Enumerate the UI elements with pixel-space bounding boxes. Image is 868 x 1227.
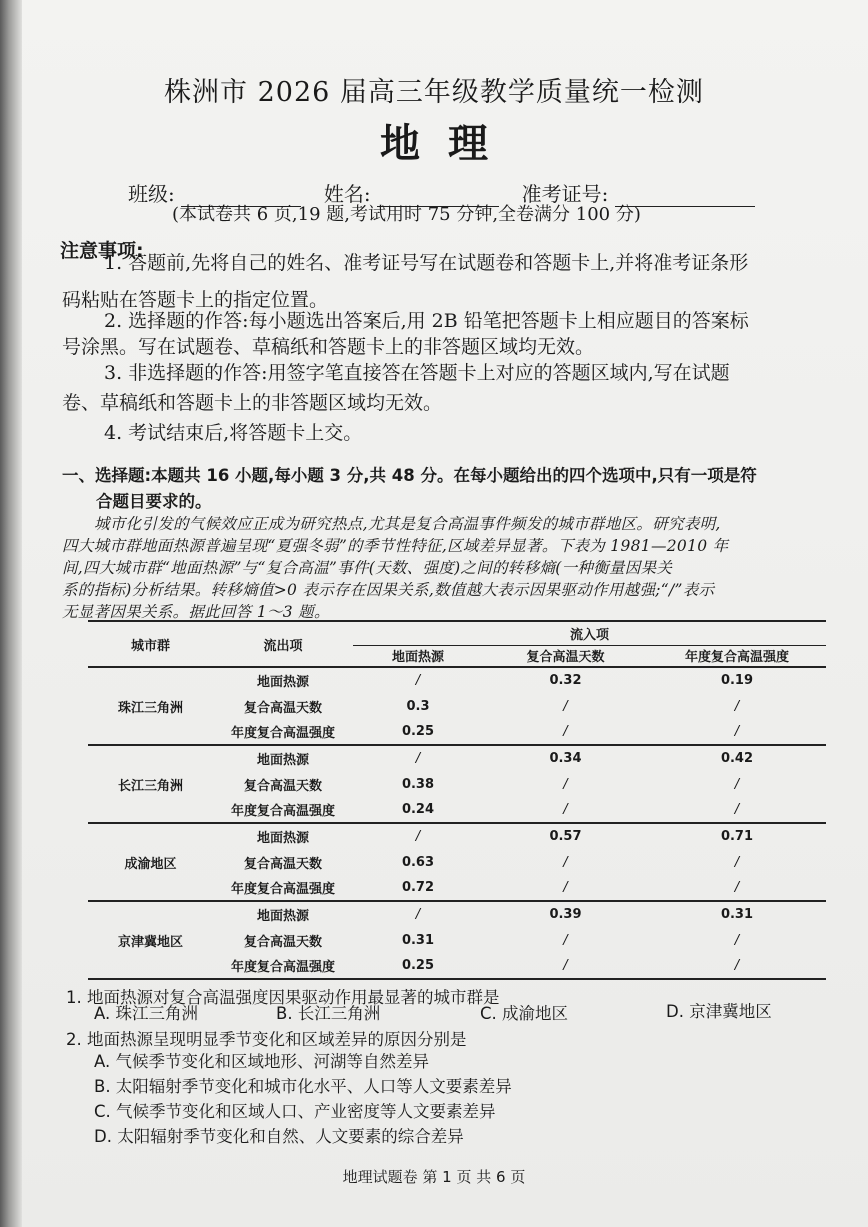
out-item: 复合高温天数 (243, 934, 322, 950)
ticket-label: 准考证号: (521, 182, 609, 206)
table-cell: 0.57 (549, 829, 582, 844)
table-cell: / (563, 802, 568, 817)
table-cell: / (563, 880, 568, 895)
out-item: 地面热源 (256, 831, 309, 846)
table-cell: / (415, 907, 421, 922)
table-cell: / (415, 673, 421, 688)
table-cell: / (734, 776, 740, 792)
question-stem: 2. 地面热源呈现明显季节变化和区域差异的原因分别是 (66, 1030, 467, 1049)
header-sub-col: 复合高温天数 (526, 650, 605, 666)
table-cell: 0.31 (720, 907, 754, 922)
table-cell: / (563, 724, 568, 739)
subject-title: 地理 (380, 120, 516, 167)
option-a[interactable]: A. 气候季节变化和区域地形、河湖等自然差异 (94, 1052, 429, 1071)
header-in: 流入项 (353, 621, 826, 645)
option-b[interactable]: B. 太阳辐射季节变化和城市化水平、人口等人文要素差异 (94, 1077, 512, 1096)
option-c[interactable]: C. 成渝地区 (480, 1004, 569, 1023)
binding-shadow (0, 0, 22, 1227)
question-stem: 1. 地面热源对复合高温强度因果驱动作用最显著的城市群是 (66, 988, 500, 1007)
table-cell: / (563, 854, 568, 870)
notice-item-cont: 卷、草稿纸和答题卡上的非答题区域均无效。 (62, 392, 443, 414)
notice-item: 4. 考试结束后,将答题卡上交。 (104, 422, 363, 444)
out-item: 年度复合高温强度 (230, 960, 335, 975)
exam-info: (本试卷共 6 页,19 题,考试用时 75 分钟,全卷满分 100 分) (172, 204, 641, 225)
table-cell: 0.42 (720, 751, 754, 766)
option-d[interactable]: D. 太阳辐射季节变化和自然、人文要素的综合差异 (94, 1127, 464, 1146)
table-cell: 0.71 (720, 829, 754, 844)
material-line: 无显著因果关系。据此回答 1～3 题。 (62, 603, 330, 621)
option-c[interactable]: C. 气候季节变化和区域人口、产业密度等人文要素差异 (94, 1102, 496, 1121)
notice-heading: 注意事项: (60, 240, 144, 262)
section-heading-cont: 合题目要求的。 (96, 492, 212, 511)
table-cell: / (415, 829, 421, 844)
table-cell: 0.24 (401, 802, 435, 817)
header-sub-col: 年度复合高温强度 (684, 650, 789, 666)
notice-item: 3. 非选择题的作答:用签字笔直接答在答题卡上对应的答题区域内,写在试题 (104, 362, 730, 384)
notice-item-cont: 码粘贴在答题卡上的指定位置。 (62, 289, 329, 311)
header-city: 城市群 (130, 638, 170, 654)
table-cell: / (734, 724, 740, 739)
out-item: 年度复合高温强度 (230, 726, 335, 741)
out-item: 复合高温天数 (243, 700, 322, 716)
option-d[interactable]: D. 京津冀地区 (666, 1002, 772, 1021)
name-label: 姓名: (323, 182, 371, 206)
table-cell: 0.3 (406, 698, 430, 714)
table-cell: 0.38 (401, 776, 435, 792)
header-sub-col: 地面热源 (391, 650, 444, 666)
city-name: 成渝地区 (124, 856, 177, 872)
material-line: 城市化引发的气候效应正成为研究热点,尤其是复合高温事件频发的城市群地区。研究表明, (94, 515, 721, 533)
table-cell: 0.72 (401, 880, 435, 895)
page-footer: 地理试题卷 第 1 页 共 6 页 (342, 1168, 526, 1186)
header-out: 流出项 (263, 638, 303, 654)
table-cell: / (563, 776, 568, 792)
table-cell: 0.32 (549, 673, 582, 688)
option-b[interactable]: B. 长江三角洲 (276, 1004, 381, 1023)
table-cell: 0.25 (401, 958, 435, 973)
out-item: 复合高温天数 (243, 856, 322, 872)
section-heading: 一、选择题:本题共 16 小题,每小题 3 分,共 48 分。在每小题给出的四个选项中,只有一项是符 (62, 466, 757, 485)
table-cell: 0.19 (720, 673, 754, 688)
table-cell: / (563, 698, 568, 714)
table-cell: 0.31 (401, 932, 435, 948)
table-cell: / (734, 958, 740, 973)
out-item: 复合高温天数 (243, 778, 322, 794)
table-cell: 0.63 (401, 854, 435, 870)
transfer-entropy-table (88, 620, 826, 980)
exam-title: 株洲市 2026 届高三年级教学质量统一检测 (164, 77, 704, 108)
notice-item-cont: 号涂黑。写在试题卷、草稿纸和答题卡上的非答题区域均无效。 (62, 336, 595, 358)
class-label: 班级: (128, 182, 175, 206)
table-cell: 0.25 (401, 724, 435, 739)
city-name: 长江三角洲 (117, 778, 183, 794)
table-cell: / (734, 932, 740, 948)
out-item: 地面热源 (256, 909, 309, 924)
out-item: 年度复合高温强度 (230, 882, 335, 897)
notice-item: 1. 答题前,先将自己的姓名、准考证号写在试题卷和答题卡上,并将准考证条形 (104, 252, 749, 274)
material-line: 四大城市群地面热源普遍呈现“夏强冬弱”的季节性特征,区域差异显著。下表为 1981—2010 年 (62, 537, 729, 555)
table-cell: / (734, 698, 740, 714)
table-cell: / (563, 932, 568, 948)
city-name: 京津冀地区 (117, 934, 183, 950)
option-a[interactable]: A. 珠江三角洲 (94, 1004, 198, 1023)
table-cell: 0.39 (549, 907, 582, 922)
out-item: 年度复合高温强度 (230, 804, 335, 819)
table-cell: / (734, 854, 740, 870)
city-name: 珠江三角洲 (88, 667, 213, 745)
table-cell: / (563, 958, 568, 973)
out-item: 地面热源 (256, 753, 309, 768)
table-cell: / (734, 802, 740, 817)
material-line: 系的指标)分析结果。转移熵值>0 表示存在因果关系,数值越大表示因果驱动作用越强;“/”表示 (62, 581, 715, 599)
out-item: 地面热源 (256, 675, 309, 690)
notice-item: 2. 选择题的作答:每小题选出答案后,用 2B 铅笔把答题卡上相应题目的答案标 (104, 310, 749, 332)
table-cell: / (734, 880, 740, 895)
material-line: 间,四大城市群“地面热源”与“复合高温”事件(天数、强度)之间的转移熵(一种衡量因果关 (62, 559, 673, 577)
table-cell: 0.34 (549, 751, 582, 766)
table-cell: / (415, 751, 421, 766)
